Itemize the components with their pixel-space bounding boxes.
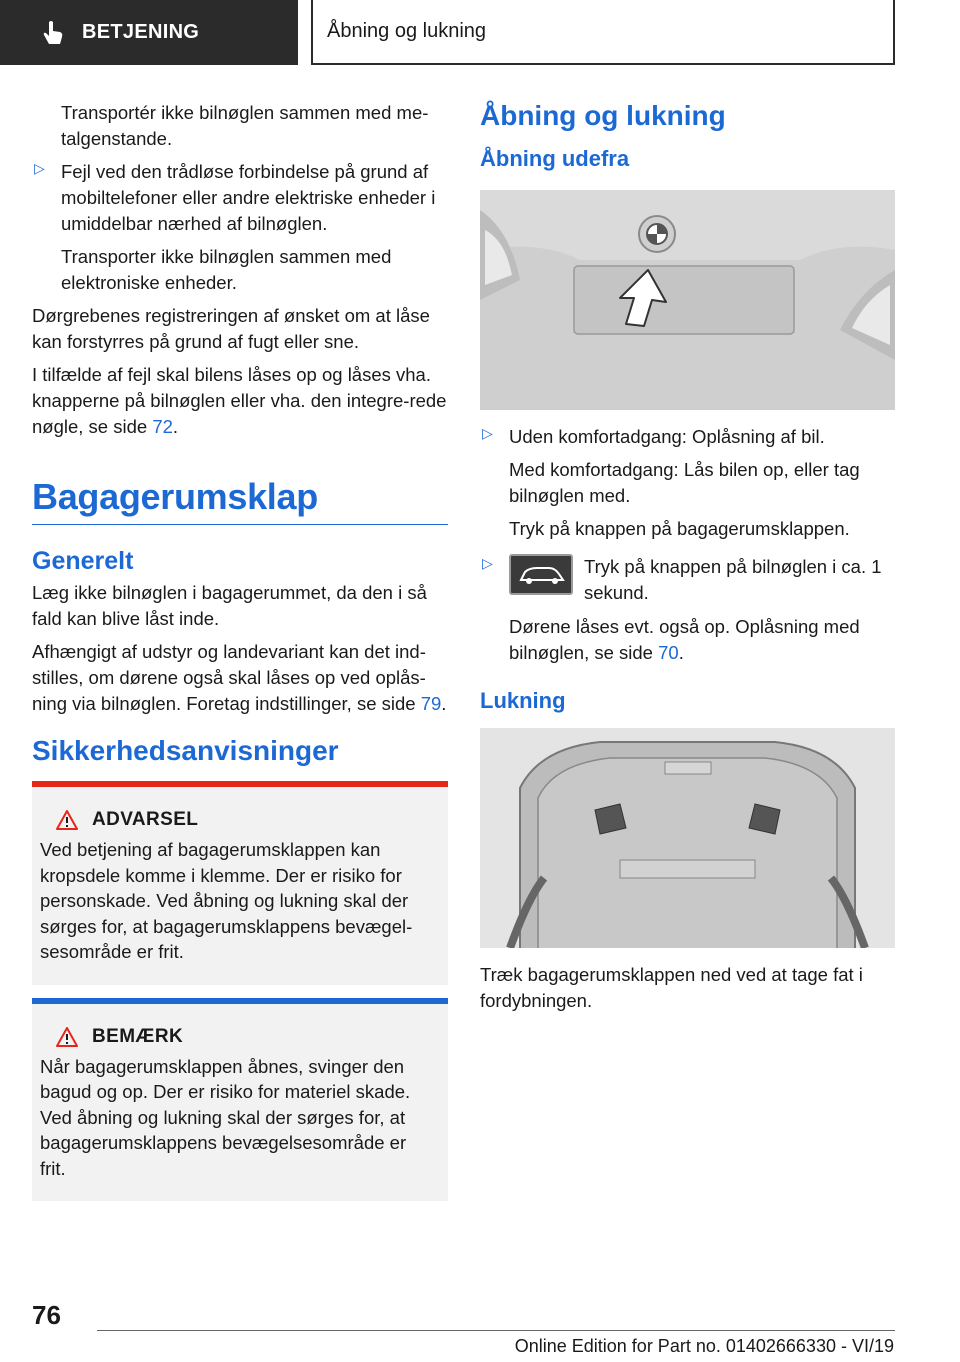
warning-triangle-icon xyxy=(56,810,78,830)
bullet-triangle-icon: ▷ xyxy=(482,425,493,441)
page-number: 76 xyxy=(32,1300,61,1330)
paragraph: Læg ikke bilnøglen i bagagerummet, da den i så fald kan blive låst inde. xyxy=(32,582,427,629)
paragraph: Træk bagagerumsklappen ned ved at tage fat i fordybningen. xyxy=(480,964,863,1011)
subsection-heading: Lukning xyxy=(480,688,566,713)
section-heading: Åbning og lukning xyxy=(480,100,726,131)
edition-text: Online Edition for Part no. 01402666330 - VI/19 xyxy=(514,1336,894,1356)
paragraph: Med komfortadgang: Lås bilen op, eller tag bilnøglen med. xyxy=(509,459,860,506)
bullet-triangle-icon: ▷ xyxy=(34,160,45,176)
footer-divider xyxy=(97,1330,895,1331)
subsection-heading: Åbning udefra xyxy=(480,146,630,171)
section-heading: Bagagerumsklap xyxy=(32,476,448,525)
section-tab xyxy=(0,0,298,65)
paragraph: I tilfælde af fejl skal bilens låses op og låses vha. knapperne på bilnøglen eller vha. den integre-rede nøgle, se side 72. xyxy=(32,364,447,437)
notice-box xyxy=(32,998,448,1202)
paragraph: Dørgrebenes registreringen af ønsket om at låse kan forstyrres på grund af fugt eller sne. xyxy=(32,305,430,352)
hand-pointer-icon xyxy=(42,20,64,46)
bullet-text: Tryk på knappen på bilnøglen i ca. 1 sekund. xyxy=(584,556,882,603)
chapter-label: Åbning og lukning xyxy=(327,20,487,42)
warning-box xyxy=(32,781,448,985)
bullet-text: Fejl ved den trådløse forbindelse på grund af mobiltelefoner eller andre elektriske enheder i umiddelbar nærhed af bilnøglen. xyxy=(61,161,436,234)
bullet-triangle-icon: ▷ xyxy=(482,555,493,571)
page-link-72[interactable]: 72 xyxy=(152,416,173,437)
notice-text: Når bagagerumsklappen åbnes, svinger den bagud og op. Der er risiko for materiel skade. Ved åbning og lukning skal der sørges for, at bagagerumsklappens bevægelsesområde er frit. xyxy=(40,1055,411,1179)
chapter-tab xyxy=(311,0,895,65)
paragraph: Dørene låses evt. også op. Oplåsning med bilnøglen, se side 70. xyxy=(509,616,860,663)
page-link-79[interactable]: 79 xyxy=(420,693,442,714)
bullet-text: Uden komfortadgang: Oplåsning af bil. xyxy=(509,426,825,447)
section-label: BETJENING xyxy=(82,21,200,43)
warning-triangle-icon xyxy=(56,1027,78,1047)
paragraph: Tryk på knappen på bagagerumsklappen. xyxy=(509,518,850,539)
paragraph: Transportér ikke bilnøglen sammen med me-talgenstande. xyxy=(61,102,429,149)
key-trunk-button-image xyxy=(509,554,573,595)
subsection-heading: Generelt xyxy=(32,547,134,575)
list-item xyxy=(32,159,448,237)
subsection-heading: Sikkerhedsanvisninger xyxy=(32,735,339,766)
car-trunk-icon xyxy=(511,556,571,593)
notice-title: BEMÆRK xyxy=(92,1025,184,1047)
page-link-70[interactable]: 70 xyxy=(658,642,679,663)
left-column xyxy=(32,100,448,1214)
warning-title: ADVARSEL xyxy=(92,809,199,830)
list-item xyxy=(480,424,896,450)
warning-text: Ved betjening af bagagerumsklappen kan kropsdele komme i klemme. Der er risiko for personskade. Ved åbning og lukning skal der sørges for, at bagagerumsklappens bevægel-sesområde er frit. xyxy=(40,839,413,962)
list-item xyxy=(480,554,896,606)
trunk-interior-image xyxy=(480,728,895,948)
trunk-exterior-image xyxy=(480,190,895,410)
paragraph: Afhængigt af udstyr og landevariant kan det ind-stilles, om dørene også skal låses op ved oplås-ning via bilnøglen. Foretag indstillinger, se side 79. xyxy=(32,641,447,714)
right-column xyxy=(480,100,896,1021)
paragraph: Transporter ikke bilnøglen sammen med elektroniske enheder. xyxy=(61,246,392,293)
